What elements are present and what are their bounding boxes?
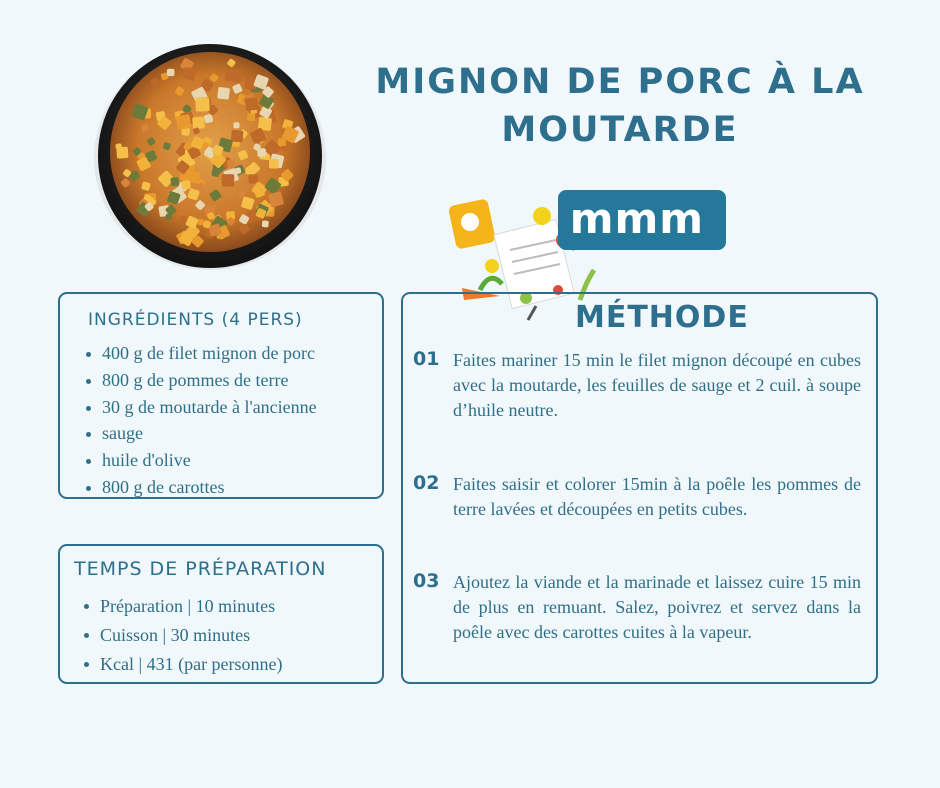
ingredients-box [58,292,384,499]
step-text: Ajoutez la viande et la marinade et laissez cuire 15 min de plus en remuant. Salez, poivrez et servez dans la poêle avec des carottes cuites à la vapeur. [453,572,861,642]
list-item: sauge [80,420,317,447]
method-heading: MÉTHODE [575,300,749,335]
list-item: 30 g de moutarde à l'ancienne [80,394,317,421]
list-item: 800 g de pommes de terre [80,367,317,394]
ingredients-list [80,340,317,501]
list-item: huile d'olive [80,447,317,474]
list-item: 800 g de carottes [80,474,317,501]
list-item: Préparation | 10 minutes [78,592,283,621]
step-number: 01 [413,348,440,370]
step-text: Faites saisir et colorer 15min à la poêle les pommes de terre lavées et découpées en petits cubes. [453,474,861,519]
list-item: 400 g de filet mignon de porc [80,340,317,367]
method-box [401,292,878,684]
prep-time-list [78,592,283,679]
recipe-title: MIGNON DE PORC À LA MOUTARDE [375,62,865,150]
logo-badge: mmm [558,190,726,250]
prep-time-heading: TEMPS DE PRÉPARATION [74,558,327,580]
step-number: 03 [413,570,440,592]
step-text: Faites mariner 15 min le filet mignon découpé en cubes avec la moutarde, les feuilles de sauge et 2 cuil. à soupe d’huile neutre. [453,350,861,420]
prep-time-box [58,544,384,684]
list-item: Kcal | 431 (par personne) [78,650,283,679]
step-number: 02 [413,472,440,494]
list-item: Cuisson | 30 minutes [78,621,283,650]
dish-photo [92,38,328,274]
ingredients-heading: INGRÉDIENTS (4 PERS) [88,310,303,330]
